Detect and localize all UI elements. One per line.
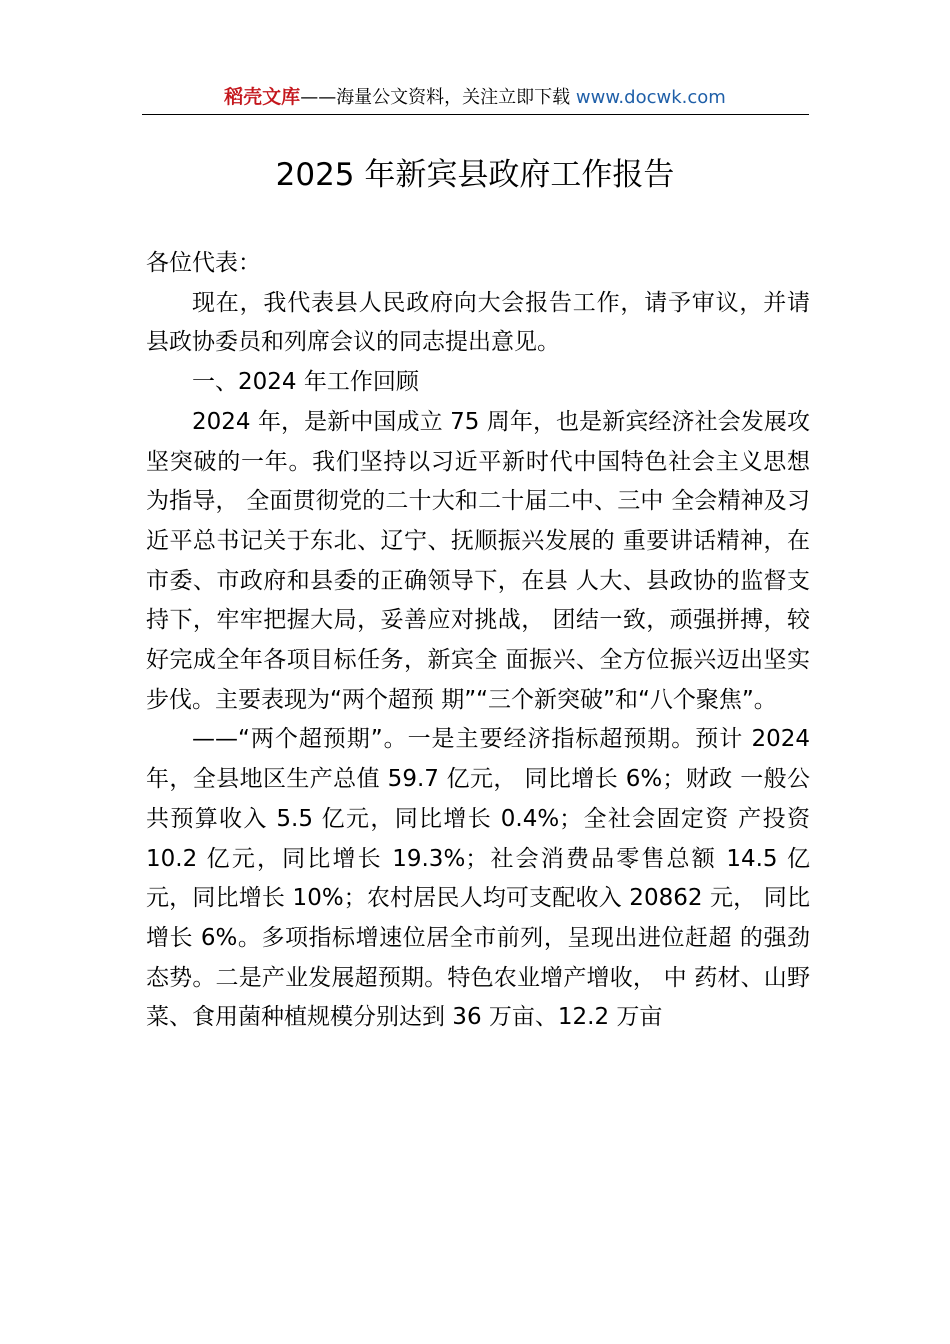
document-header: [0, 84, 950, 111]
salutation: 各位代表：: [146, 250, 261, 276]
paragraph-overview: 2024 年，是新中国成立 75 周年，也是新宾经济社会发展攻坚突破的一年。我们坚持以习近平新时代中国特色社会主义思想为指导， 全面贯彻党的二十大和二十届二中、三中 全会精神及习近平总书记关于东北、辽宁、抚顺振兴发展的 重要讲话精神，在市委、市政府和县委的正确领导下，在县 人大、县政协的监督支持下，牢牢把握大局，妥善应对挑战， 团结一致，顽强拼搏，较好完成全年各项目标任务，新宾全 面振兴、全方位振兴迈出坚实步伐。主要表现为“两个超预 期”“三个新突破”和“八个聚焦”。: [146, 408, 810, 713]
section-heading: 一、2024 年工作回顾: [192, 369, 419, 396]
header-divider: [142, 114, 809, 115]
header-url[interactable]: www.docwk.com: [575, 87, 726, 108]
header-tagline: ——海量公文资料，关注立即下载: [300, 87, 571, 108]
brand-name: 稻壳文库: [224, 86, 301, 108]
paragraph-two-exceed: ——“两个超预期”。一是主要经济指标超预期。预计 2024 年，全县地区生产总值 59.7 亿元， 同比增长 6%；财政 一般公共预算收入 5.5 亿元，同比增长 0.4%；全社会固定资 产投资 10.2 亿元，同比增长 19.3%；社会消费品零售总额 14.5 亿元，同比增长 10%；农村居民人均可支配收入 20862 元， 同比增长 6%。多项指标增速位居全市前列，呈现出进位赶超 的强劲态势。二是产业发展超预期。特色农业增产增收， 中 药材、山野菜、食用菌种植规模分别达到 36 万亩、12.2 万亩: [146, 726, 810, 1031]
document-body: [146, 244, 810, 1038]
document-title: 2025 年新宾县政府工作报告: [275, 157, 675, 193]
paragraph-intro: 现在，我代表县人民政府向大会报告工作，请予审议，并请县政协委员和列席会议的同志提出意见。: [146, 289, 810, 356]
